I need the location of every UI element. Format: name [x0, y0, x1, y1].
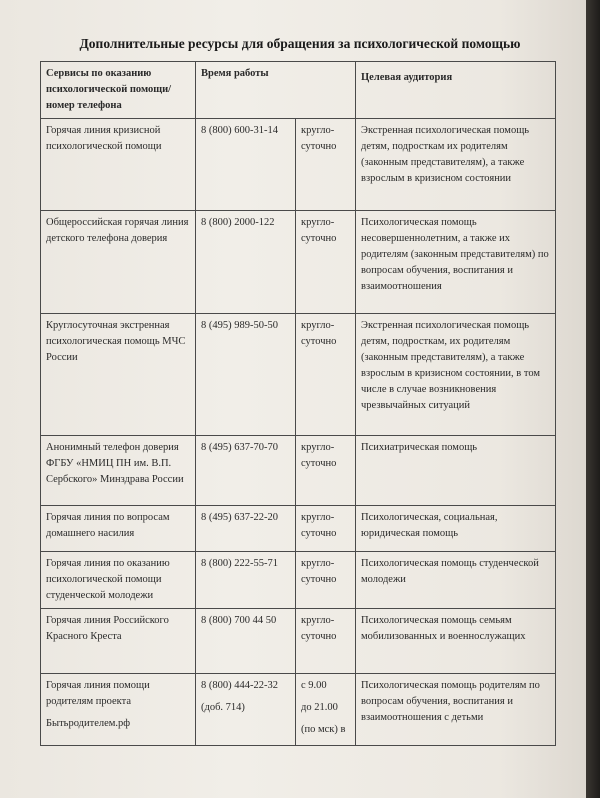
header-hours: Время работы: [196, 62, 356, 119]
audience-cell: Психологическая помощь несовершеннолетним, а также их родителям (законным представителям) по вопросам обучения, воспитания и взаимоотношения: [356, 211, 556, 314]
phone-cell: 8 (495) 989-50-50: [196, 314, 296, 436]
table-row: [41, 609, 556, 674]
audience-cell: Экстренная психологическая помощь детям, подросткам их родителям (законным представителям), а также взрослым в кризисном состоянии: [356, 119, 556, 211]
hours-end: до 21.00: [301, 702, 338, 713]
phone-extension: (доб. 714): [201, 702, 245, 713]
service-cell: [41, 674, 196, 746]
service-cell: Общероссийская горячая линия детского телефона доверия: [41, 211, 196, 314]
table-row: [41, 674, 556, 746]
table-row: [41, 552, 556, 609]
table-row: [41, 506, 556, 552]
hours-cell: кругло-суточно: [296, 506, 356, 552]
hours-cell: кругло-суточно: [296, 119, 356, 211]
desk-background: [586, 0, 600, 798]
service-name: Горячая линия помощи родителям проекта: [46, 680, 150, 707]
service-cell: Горячая линия по вопросам домашнего насилия: [41, 506, 196, 552]
resources-table: [40, 61, 556, 746]
table-header-row: [41, 62, 556, 119]
hours-timezone: (по мск) в: [301, 724, 346, 735]
phone-cell: 8 (800) 222-55-71: [196, 552, 296, 609]
phone-number: 8 (800) 444-22-32: [201, 680, 278, 691]
audience-cell: Психологическая помощь студенческой молодежи: [356, 552, 556, 609]
header-audience: Целевая аудитория: [356, 62, 556, 119]
table-row: [41, 314, 556, 436]
audience-cell: Психологическая помощь семьям мобилизованных и военнослужащих: [356, 609, 556, 674]
service-cell: Горячая линия по оказанию психологической помощи студенческой молодежи: [41, 552, 196, 609]
audience-cell: Психологическая помощь родителям по вопросам обучения, воспитания и взаимоотношения с детьми: [356, 674, 556, 746]
hours-cell: кругло-суточно: [296, 436, 356, 506]
audience-cell: Психиатрическая помощь: [356, 436, 556, 506]
service-cell: Горячая линия кризисной психологической помощи: [41, 119, 196, 211]
audience-cell: Психологическая, социальная, юридическая помощь: [356, 506, 556, 552]
table-row: [41, 211, 556, 314]
hours-cell: кругло-суточно: [296, 552, 356, 609]
document-title: Дополнительные ресурсы для обращения за психологической помощью: [79, 36, 521, 51]
hours-cell: [296, 674, 356, 746]
table-row: [41, 436, 556, 506]
table-row: [41, 119, 556, 211]
service-cell: Горячая линия Российского Красного Креста: [41, 609, 196, 674]
hours-start: с 9.00: [301, 680, 327, 691]
phone-cell: 8 (800) 700 44 50: [196, 609, 296, 674]
header-service: Сервисы по оказанию психологической помощи/номер телефона: [41, 62, 196, 119]
service-cell: Анонимный телефон доверия ФГБУ «НМИЦ ПН им. В.П. Сербского» Минздрава России: [41, 436, 196, 506]
service-cell: Круглосуточная экстренная психологическая помощь МЧС России: [41, 314, 196, 436]
hours-cell: кругло-суточно: [296, 609, 356, 674]
audience-cell: Экстренная психологическая помощь детям, подросткам, их родителям (законным представителям), а также взрослым в кризисном состоянии, в том числе в случае возникновения чрезвычайных ситуаций: [356, 314, 556, 436]
phone-cell: [196, 674, 296, 746]
phone-cell: 8 (800) 2000-122: [196, 211, 296, 314]
project-site: Бытьродителем.рф: [46, 718, 131, 729]
phone-cell: 8 (495) 637-70-70: [196, 436, 296, 506]
phone-cell: 8 (800) 600-31-14: [196, 119, 296, 211]
hours-cell: кругло-суточно: [296, 211, 356, 314]
phone-cell: 8 (495) 637-22-20: [196, 506, 296, 552]
hours-cell: кругло-суточно: [296, 314, 356, 436]
